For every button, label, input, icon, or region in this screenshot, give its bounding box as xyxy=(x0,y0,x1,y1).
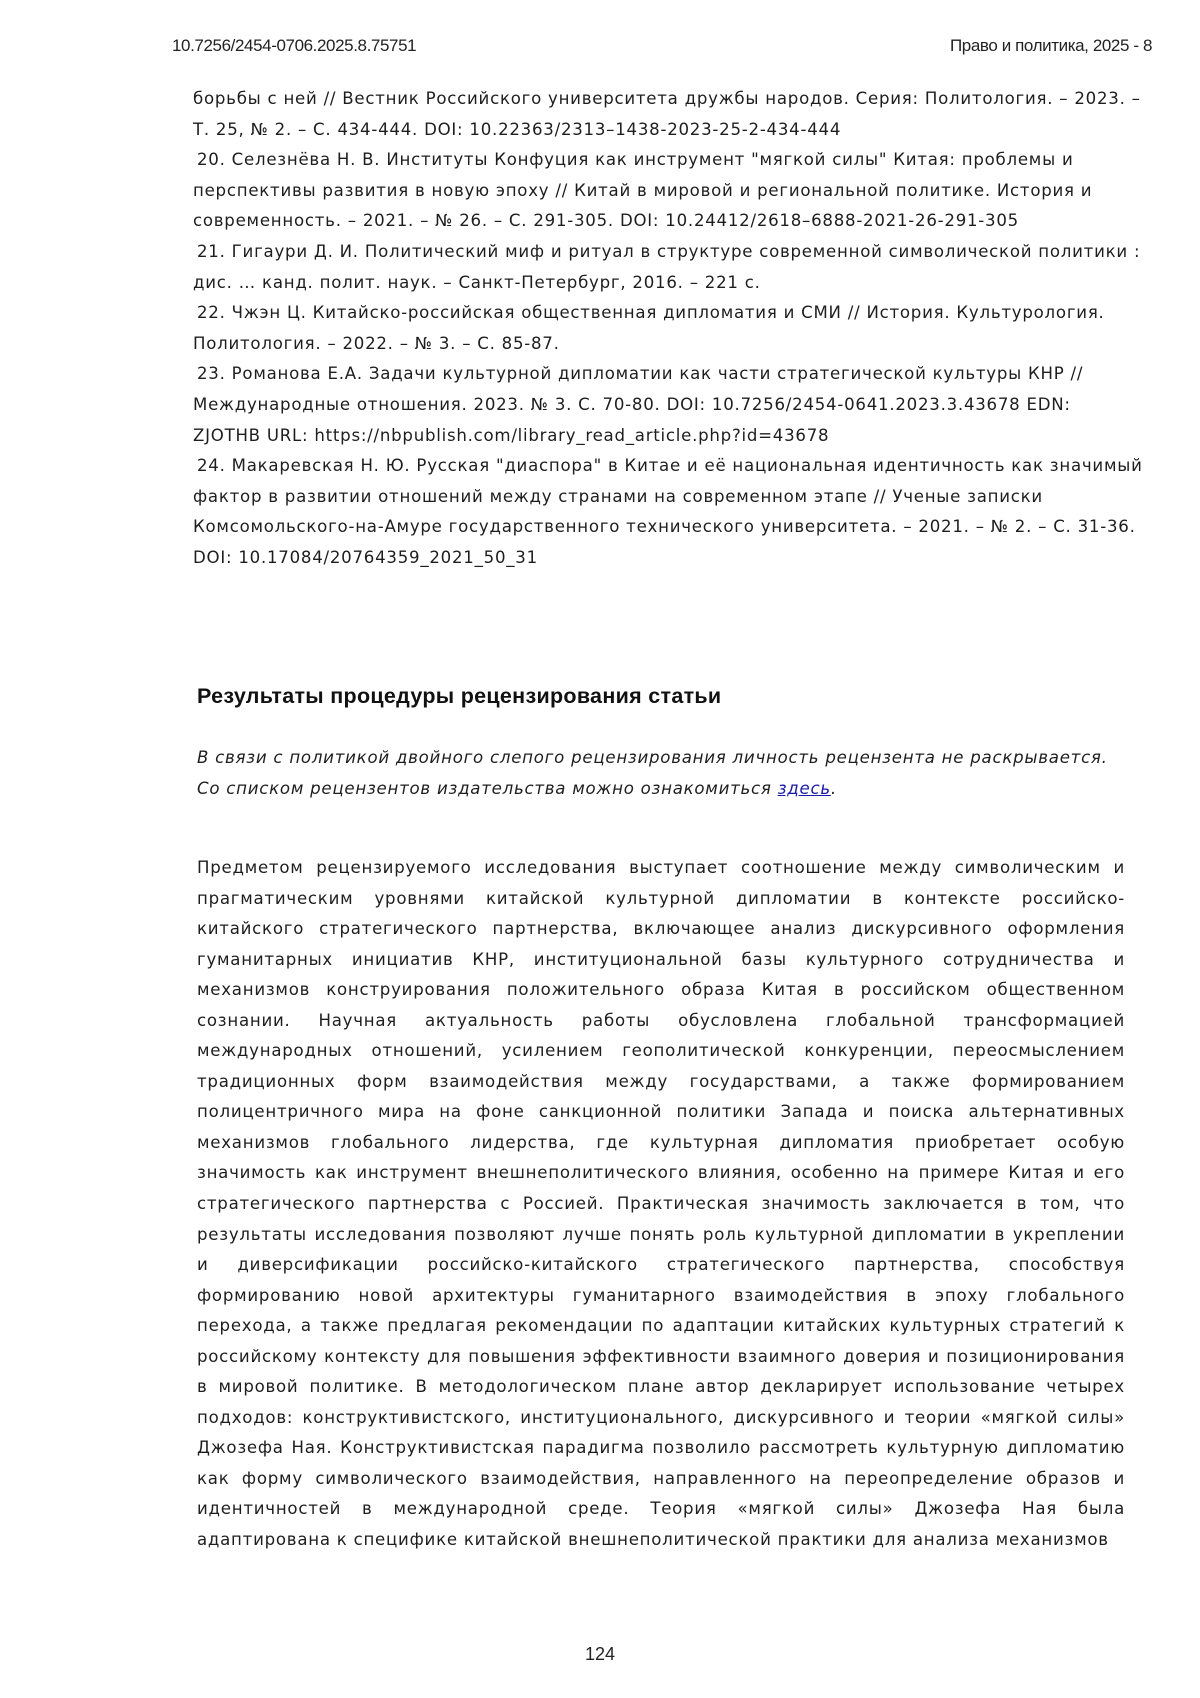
reference-item xyxy=(193,145,1143,237)
review-body xyxy=(197,853,1125,1556)
review-paragraph: Предметом рецензируемого исследования выступает соотношение между символическим и прагматическим уровнями китайской культурной дипломатии в контексте российско-китайского стратегического партнерства, включающее анализ дискурсивного оформления гуманитарных инициатив КНР, институциональной базы культурного сотрудничества и механизмов конструирования положительного образа Китая в российском общественном сознании. Научная актуальность работы обусловлена глобальной трансформацией международных отношений, усилением геополитической конкуренции, переосмыслением традиционных форм взаимодействия между государствами, а также формированием полицентричного мира на фоне санкционной политики Запада и поиска альтернативных механизмов глобального лидерства, где культурная дипломатия приобретает особую значимость как инструмент внешнеполитического влияния, особенно на примере Китая и его стратегического партнерства с Россией. Практическая значимость заключается в том, что результаты исследования позволяют лучше понять роль культурной дипломатии в укреплении и диверсификации российско-китайского стратегического партнерства, способствуя формированию новой архитектуры гуманитарного взаимодействия в эпоху глобального перехода, а также предлагая рекомендации по адаптации китайских культурных стратегий к российскому контексту для повышения эффективности взаимного доверия и позиционирования в мировой политике. В методологическом плане автор декларирует использование четырех подходов: конструктивистского, институционального, дискурсивного и теории «мягкой силы» Джозефа Ная. Конструктивистская парадигма позволило рассмотреть культурную дипломатию как форму символического взаимодействия, направленного на переопределение образов и идентичностей в международной среде. Теория «мягкой силы» Джозефа Ная была адаптирована к специфике китайской внешнеполитической практики для анализа механизмов xyxy=(197,853,1125,1556)
reference-item xyxy=(193,237,1143,298)
reference-item xyxy=(193,359,1143,451)
reference-number: 23. xyxy=(197,364,226,383)
reference-number: 20. xyxy=(197,150,226,169)
reference-item xyxy=(193,298,1143,359)
reference-item xyxy=(193,451,1143,573)
reviewers-list-text: Со списком рецензентов издательства можно ознакомиться xyxy=(197,779,772,798)
reviewers-list-period: . xyxy=(831,779,837,798)
reference-text: Макаревская Н. Ю. Русская "диаспора" в Китае и её национальная идентичность как значимый фактор в развитии отношений между странами на современном этапе // Ученые записки Комсомольского-на-Амуре государственного технического университета. – 2021. – № 2. – С. 31-36. DOI: 10.17084/20764359_2021_50_31 xyxy=(193,456,1143,567)
reviewers-list-line xyxy=(197,774,1125,805)
reference-text: Селезнёва Н. В. Институты Конфуция как инструмент "мягкой силы" Китая: проблемы и перспективы развития в новую эпоху // Китай в мировой и региональной политике. История и современность. – 2021. – № 26. – С. 291-305. DOI: 10.24412/2618–6888-2021-26-291-305 xyxy=(193,150,1092,230)
reference-text: борьбы с ней // Вестник Российского университета дружбы народов. Серия: Политология. – 2023. – Т. 25, № 2. – С. 434-444. DOI: 10.22363/2313–1438-2023-25-2-434-444 xyxy=(193,89,1141,139)
reference-number: 24. xyxy=(197,456,226,475)
reference-list xyxy=(193,84,1143,574)
reviewers-list-link[interactable]: здесь xyxy=(778,779,831,798)
reference-text: Гигаури Д. И. Политический миф и ритуал в структуре современной символической политики : дис. … канд. полит. наук. – Санкт-Петербург, 2016. – 221 с. xyxy=(193,242,1140,292)
blind-review-notice: В связи с политикой двойного слепого рецензирования личность рецензента не раскрывается. xyxy=(197,743,1125,774)
running-header xyxy=(0,36,1200,60)
reference-item xyxy=(193,84,1143,145)
page-number: 124 xyxy=(0,1644,1200,1665)
reference-text: Романова Е.А. Задачи культурной дипломатии как части стратегической культуры КНР // Международные отношения. 2023. № 3. С. 70-80. DOI: 10.7256/2454-0641.2023.3.43678 EDN: ZJOTHB URL: https://nbpublish.com/library_read_article.php?id=43678 xyxy=(193,364,1083,444)
review-policy-note xyxy=(197,743,1125,804)
reference-number: 21. xyxy=(197,242,226,261)
reference-text: Чжэн Ц. Китайско-российская общественная дипломатия и СМИ // История. Культурология. Политология. – 2022. – № 3. – С. 85-87. xyxy=(193,303,1105,353)
header-doi: 10.7256/2454-0706.2025.8.75751 xyxy=(172,36,416,56)
header-journal-title: Право и политика, 2025 - 8 xyxy=(950,36,1152,56)
reference-number: 22. xyxy=(197,303,226,322)
review-section-heading: Результаты процедуры рецензирования статьи xyxy=(197,684,721,709)
